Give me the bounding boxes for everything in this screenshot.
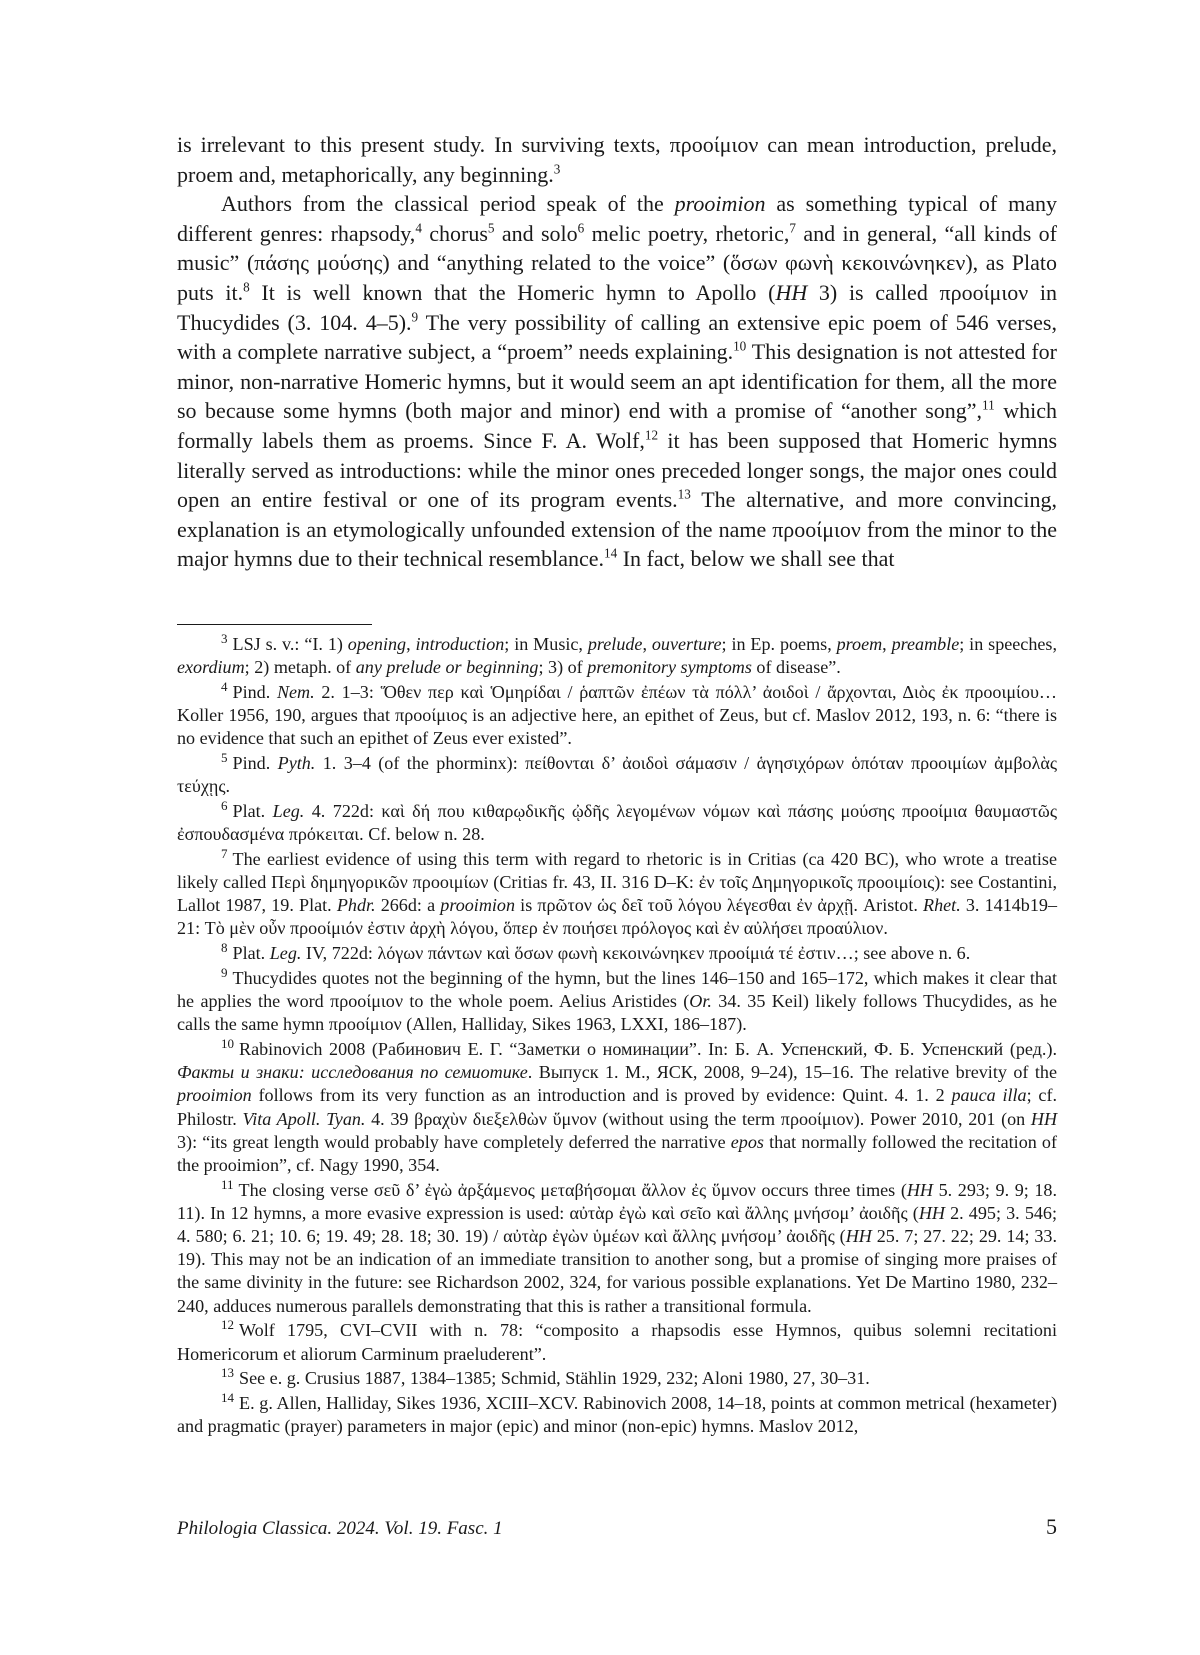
text-run: IV, 722d: λόγων πάντων καὶ ὅσων φωνὴ κεκοινώνηκεν προοίμιά τέ ἐστιν…; see above n. 6.: [301, 943, 971, 964]
italic-run: HH: [918, 1202, 945, 1223]
footnote: [177, 678, 1057, 751]
text-run: E. g. Allen, Halliday, Sikes 1936, XCIII–XCV. Rabinovich 2008, 14–18, points at common metrical (hexameter) and pragmatic (prayer) parameters in major (epic) and minor (non-epic) hymns. Maslov 2012,: [177, 1393, 1057, 1437]
text-run: which formally labels them as proems. Since F. A. Wolf,: [177, 398, 1058, 453]
text-run: 3) is called προοίμιον in Thucydides (3. 104. 4–5).: [177, 279, 1057, 335]
text-run: ; in Music,: [504, 634, 588, 654]
italic-run: Vita Apoll. Tyan.: [242, 1108, 366, 1129]
italic-run: HH: [1030, 1108, 1058, 1129]
footnote-reference[interactable]: 11: [982, 398, 995, 414]
text-run: 4. 39 βραχὺν διεξελθὼν ὕμνον (without using the term προοίμιον). Power 2010, 201 (on: [365, 1108, 1031, 1129]
text-run: and solo: [494, 220, 578, 246]
italic-run: exordium: [177, 657, 245, 678]
footnote-reference[interactable]: 9: [411, 309, 419, 325]
italic-run: Rhet.: [923, 895, 961, 916]
italic-run: HH: [906, 1179, 933, 1200]
italic-run: prooimion: [440, 895, 516, 916]
text-run: is irrelevant to this present study. In surviving texts, προοίμιον can mean introduction, prelude, proem and, metaphorically, any beginning.: [177, 132, 1057, 187]
text-run: 3. 1414b19–21: Τὸ μὲν οὖν προοίμιόν ἐστιν ἀρχὴ λόγου, ὅπερ ἐν ποιήσει πρόλογος καὶ ἐν αὐλήσει προαύλιον.: [177, 895, 1057, 939]
italic-run: Or.: [689, 991, 712, 1012]
footnote-reference[interactable]: 14: [604, 545, 618, 561]
text-run: ; 3) of: [538, 657, 588, 678]
text-run: follows from its very function as an introduction and is proved by evidence: Quint. 4. 1. 2: [251, 1085, 952, 1106]
footnote-number: 12: [221, 1317, 235, 1333]
text-run: ,: [406, 634, 416, 654]
text-run: ; 2) metaph. of: [244, 657, 356, 678]
italic-run: Leg.: [272, 800, 305, 821]
text-run: Wolf 1795, CVI–CVII with n. 78: “composito a rhapsodis esse Hymnos, quibus solemni recitationi Homericorum et aliorum Carminum praeluderent”.: [177, 1320, 1057, 1364]
text-run: it has been supposed that Homeric hymns literally served as introductions: while the minor ones preceded longer songs, the major ones could open an entire festival or one of its program events.: [177, 427, 1058, 513]
italic-run: pauca illa: [951, 1085, 1027, 1106]
text-run: The closing verse σεῦ δ’ ἐγὼ ἀρξάμενος μεταβήσομαι ἄλλον ἐς ὕμνον occurs three times (: [238, 1179, 907, 1200]
footnote-number: 7: [221, 845, 228, 861]
italic-run: HH: [845, 1226, 872, 1247]
text-run: 4. 722d: καὶ δή που κιθαρῳδικῆς ᾠδῆς λεγομένων νόμων καὶ πάσης μούσης προοίμια θαυμαστῶς ἐσπουδασμένα πρόκειται. Cf. below n. 28.: [177, 800, 1057, 845]
text-run: as something typical of many different genres: rhapsody,: [177, 191, 1058, 246]
footnote: [177, 749, 1057, 798]
text-run: Thucydides quotes not the beginning of the hymn, but the lines 146–150 and 165–172, which makes it clear that he applies the word προοίμιον to the whole poem. Aelius Aristides (: [177, 967, 1057, 1012]
text-run: 2. 1–3: Ὅθεν περ καὶ Ὁμηρίδαι / ῥαπτῶν ἐπέων τὰ πόλλ’ ἀοιδοὶ / ἄρχονται, Διὸς ἐκ προοιμίου… Koller 1956, 190, argues that προοίμιος is an adjective here, an epithet of Zeus, but cf. Maslov 2012, 193, n. 6: “there is no evidence that such an epithet of Zeus ever existed”.: [177, 681, 1057, 749]
footnote-number: 10: [221, 1035, 235, 1051]
footnote-reference[interactable]: 5: [487, 220, 495, 236]
footnote: [177, 942, 1057, 965]
main-text: [177, 130, 1057, 574]
footnote-number: 5: [221, 749, 228, 765]
italic-run: prooimion: [674, 191, 766, 217]
paragraph-1: [177, 130, 1057, 189]
text-run: Pind.: [232, 753, 278, 774]
footnote-number: 3: [221, 630, 228, 646]
footnote-number: 8: [221, 940, 228, 956]
italic-run: ouverture: [651, 634, 722, 654]
text-run: 3): “its great length would probably have completely deferred the narrative: [177, 1131, 731, 1152]
italic-run: premonitory symptoms: [587, 657, 752, 678]
footnote-reference[interactable]: 4: [415, 220, 422, 236]
page-number: 5: [1046, 1514, 1057, 1539]
italic-run: epos: [730, 1131, 764, 1152]
italic-run: proem: [836, 634, 883, 654]
footnote-reference[interactable]: 6: [577, 220, 585, 236]
text-run: chorus: [421, 220, 488, 246]
footnote-number: 13: [221, 1365, 235, 1381]
text-run: The earliest evidence of using this term with regard to rhetoric is in Critias (ca 420 BC), who wrote a treatise likely called Περὶ δημηγορικῶν προοιμίων (Critias fr. 43, II. 316 D–K: ἐν τοῖς Δημηγορικοῖς προοιμίοις): see Costantini, Lallot 1987, 19. Plat.: [177, 848, 1057, 916]
text-run: Plat.: [232, 800, 273, 821]
text-run: 1. 3–4 (of the phorminx): πείθονται δ’ ἀοιδοὶ σάμασιν / ἁγησιχόρων ὁπόταν προοιμίων ἀμβολὰς τεύχῃς.: [177, 753, 1057, 797]
footnote-reference[interactable]: 8: [243, 279, 250, 295]
text-run: and in general, “all kinds of music” (πάσης μούσης) and “anything related to the voice” (ὅσων φωνὴ κεκοινώνηκεν), as Plato puts it.: [177, 220, 1057, 305]
text-run: of disease”.: [751, 657, 841, 678]
footnote: [177, 797, 1057, 846]
italic-run: any prelude or beginning: [355, 657, 539, 678]
footnote-number: 4: [221, 678, 228, 694]
text-run: Rabinovich 2008 (Рабинович Е. Г. “Заметки о номинации”. In: Б. А. Успенский, Ф. Б. Успенский (ред.).: [239, 1038, 1057, 1059]
text-run: Pind.: [232, 681, 277, 702]
text-run: ,: [882, 634, 892, 654]
footnote: [177, 1367, 1057, 1390]
footnote-number: 11: [221, 1176, 234, 1192]
footnote: [177, 1319, 1057, 1365]
text-run: is πρῶτον ὡς δεῖ τοῦ λόγου λέγεσθαι ἐν ἀρχῇ. Aristot.: [515, 895, 924, 916]
text-run: ; in speeches,: [959, 634, 1057, 654]
text-run: See e. g. Crusius 1887, 1384–1385; Schmid, Stählin 1929, 232; Aloni 1980, 27, 30–31.: [239, 1368, 870, 1389]
text-run: 34. 35 Keil) likely follows Thucydides, as he calls the same hymn προοίμιον (Allen, Halliday, Sikes 1963, LXXI, 186–187).: [177, 991, 1058, 1035]
text-run: Plat.: [232, 943, 270, 964]
footnote: [177, 845, 1057, 941]
italic-run: HH: [775, 279, 808, 305]
italic-run: prooimion: [177, 1085, 252, 1106]
italic-run: Leg.: [269, 943, 302, 964]
footnote-number: 6: [221, 797, 228, 813]
text-run: ; cf. Philostr.: [177, 1085, 1057, 1129]
text-run: ,: [642, 634, 652, 654]
footnote-reference[interactable]: 10: [733, 338, 747, 354]
footnote-reference[interactable]: 7: [789, 220, 796, 236]
italic-run: opening: [347, 634, 407, 654]
text-run: Authors from the classical period speak of the: [221, 191, 675, 217]
footnotes: [177, 630, 1058, 1440]
italic-run: prelude: [587, 634, 643, 654]
text-run: The alternative, and more convincing, explanation is an etymologically unfounded extension of the name προοίμιον from the minor to the major hymns due to their technical resemblance.: [177, 487, 1057, 572]
italic-run: Факты и знаки: исследования по семиотике: [177, 1062, 528, 1083]
footnote: [177, 1389, 1057, 1438]
italic-run: preamble: [891, 634, 960, 654]
text-run: 5. 293; 9. 9; 18. 11). In 12 hymns, a more evasive expression is used: αὐτὰρ ἐγὼ καὶ σεῖο καὶ ἄλλης μνήσομ’ ἀοιδῆς (: [177, 1179, 1057, 1223]
journal-title: Philologia Classica. 2024. Vol. 19. Fasc. 1: [177, 1518, 503, 1539]
footnote-reference[interactable]: 13: [677, 486, 691, 502]
text-run: ; in Ep. poems,: [721, 634, 837, 654]
footnote: [177, 964, 1058, 1037]
text-run: . Выпуск 1. М., ЯСК, 2008, 9–24), 15–16. The relative brevity of the: [527, 1062, 1057, 1083]
text-run: The very possibility of calling an extensive epic poem of 546 verses, with a complete narrative subject, a “proem” needs explaining.: [177, 309, 1057, 365]
footnote-number: 9: [221, 964, 228, 980]
paragraph-2: [177, 189, 1057, 574]
text-run: LSJ s. v.: “I. 1): [232, 634, 348, 654]
footnote: [177, 630, 1057, 679]
footnote-reference[interactable]: 3: [553, 161, 561, 177]
text-run: 266d: a: [375, 895, 441, 916]
text-run: melic poetry, rhetoric,: [584, 220, 790, 246]
footnote: [177, 1035, 1058, 1177]
italic-run: introduction: [415, 634, 505, 654]
footnote-reference[interactable]: 12: [644, 427, 659, 443]
text-run: that normally followed the recitation of the prooimion”, cf. Nagy 1990, 354.: [177, 1131, 1057, 1175]
text-run: This designation is not attested for minor, non-narrative Homeric hymns, but it would seem an apt identification for them, all the more so because some hymns (both major and minor) end with a promise of “another song”,: [177, 339, 1058, 424]
italic-run: Phdr.: [336, 895, 376, 916]
text-run: It is well known that the Homeric hymn to Apollo (: [249, 279, 776, 305]
italic-run: Pyth.: [277, 753, 316, 774]
footnote-separator: [177, 624, 372, 625]
footnote-number: 14: [221, 1389, 235, 1405]
footnote: [177, 1176, 1058, 1318]
text-run: In fact, below we shall see that: [617, 546, 895, 572]
text-run: 25. 7; 27. 22; 29. 14; 33. 19). This may not be an indication of an immediate transition to another song, but a promise of singing more praises of the same divinity in the future: see Richardson 2002, 324, for various possible explanations. Yet De Martino 1980, 232–240, adduces numerous parallels demonstrating that this is rather a transitional formula.: [177, 1226, 1057, 1316]
italic-run: Nem.: [276, 681, 315, 702]
text-run: 2. 495; 3. 546; 4. 580; 6. 21; 10. 6; 19. 49; 28. 18; 30. 19) / αὐτὰρ ἐγὼν ὑμέων καὶ ἄλλης μνήσομ’ ἀοιδῆς (: [177, 1202, 1058, 1247]
